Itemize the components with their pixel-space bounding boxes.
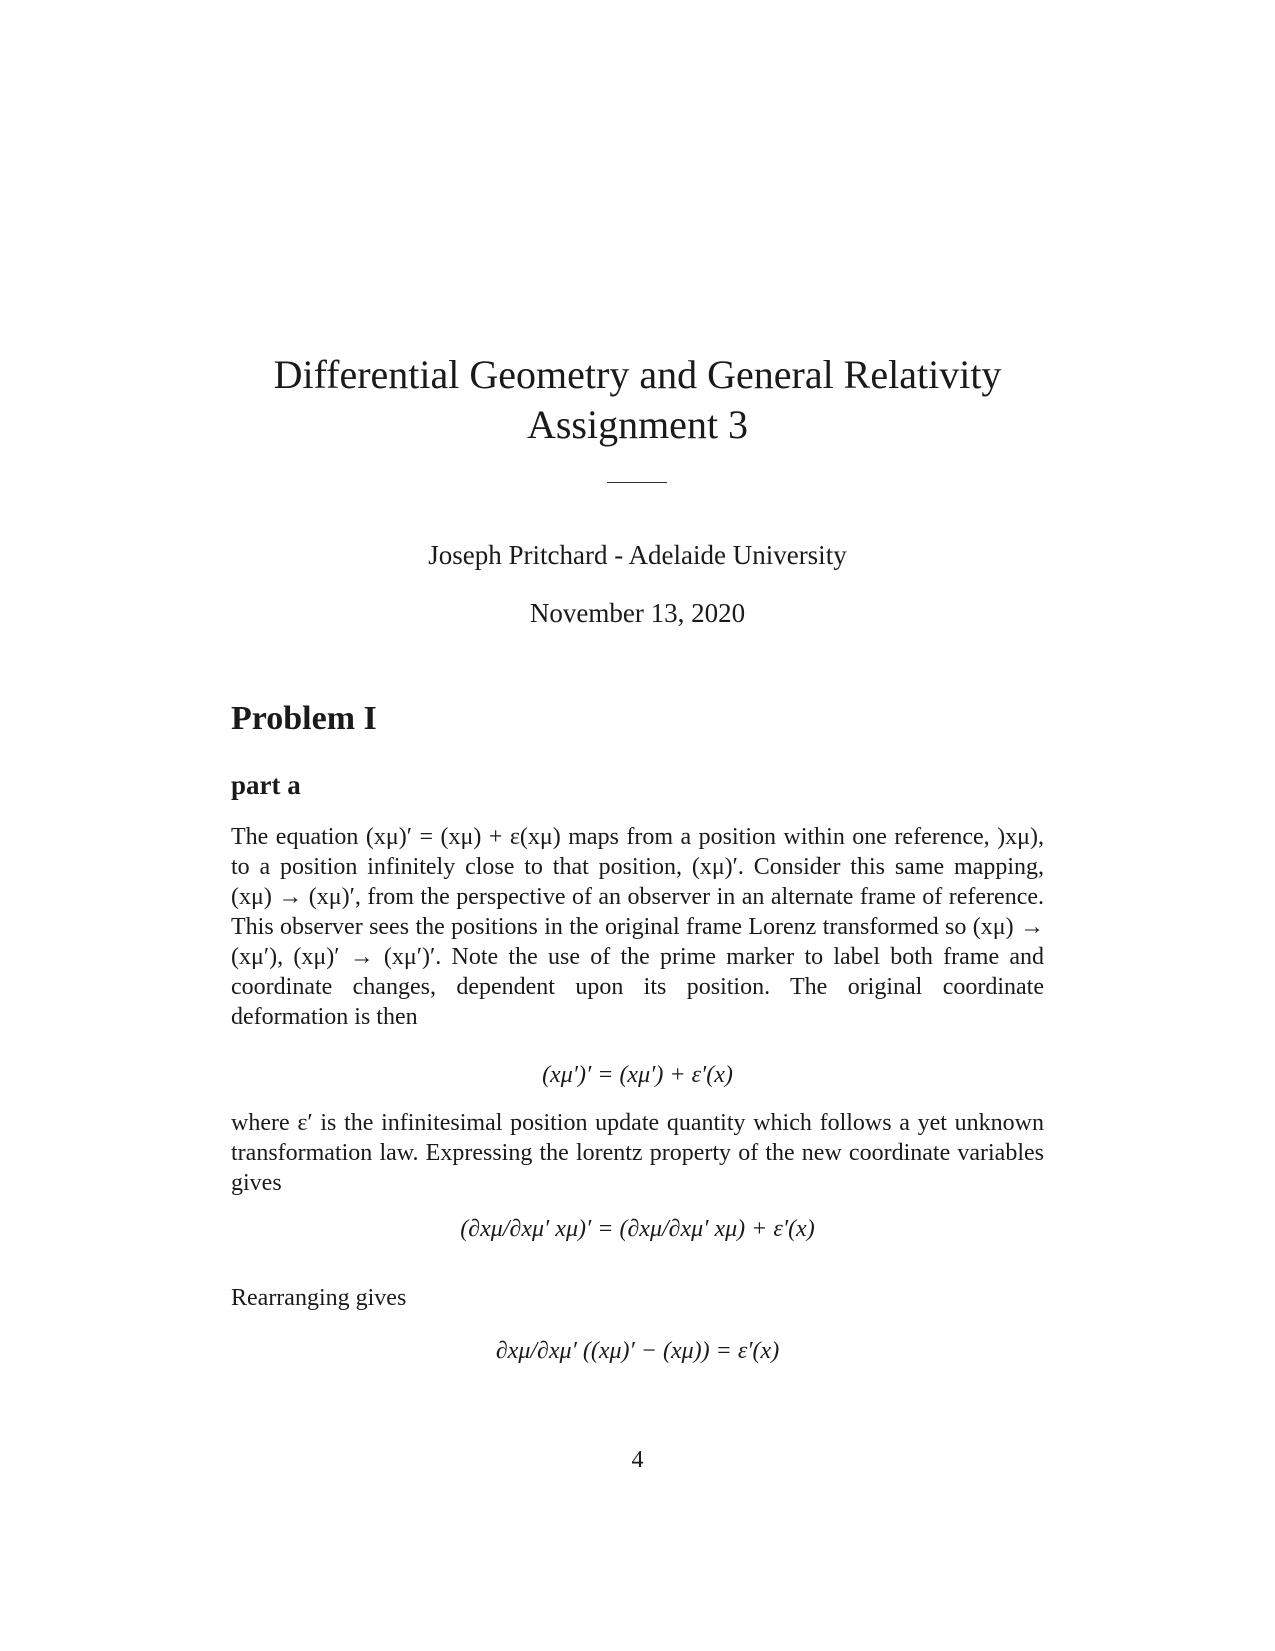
title-line-1: Differential Geometry and General Relativity [273, 352, 1002, 397]
paragraph-3: Rearranging gives [231, 1285, 407, 1311]
title-rule [607, 482, 667, 483]
paragraph-2: where ε′ is the infinitesimal position update quantity which follows a yet unknown transformation law. Expressing the lorentz property of the new coordinate variables gives [231, 1110, 1044, 1196]
paragraph-1: The equation (xμ)′ = (xμ) + ε(xμ) maps from a position within one reference, )xμ), to a position infinitely close to that position, (xμ)′. Consider this same mapping, (xμ) → (xμ)′, from the perspective of an observer in an alternate frame of reference. This observer sees the positions in the original frame Lorenz transformed so (xμ) → (xμ′), (xμ)′ → (xμ′)′. Note the use of the prime marker to label both frame and coordinate changes, dependent upon its position. The original coordinate deformation is then [231, 824, 1044, 1030]
author-line: Joseph Pritchard - Adelaide University [428, 540, 847, 570]
title-line-2: Assignment 3 [526, 402, 749, 447]
date-line: November 13, 2020 [529, 598, 746, 628]
page-number: 4 [631, 1447, 644, 1473]
equation-3: ∂xμ/∂xμ′ ((xμ)′ − (xμ)) = ε′(x) [495, 1338, 780, 1364]
subsection-heading: part a [231, 770, 301, 800]
section-heading: Problem I [231, 700, 377, 737]
equation-2: (∂xμ/∂xμ′ xμ)′ = (∂xμ/∂xμ′ xμ) + ε′(x) [460, 1216, 815, 1242]
equation-1: (xμ′)′ = (xμ′) + ε′(x) [542, 1062, 733, 1088]
